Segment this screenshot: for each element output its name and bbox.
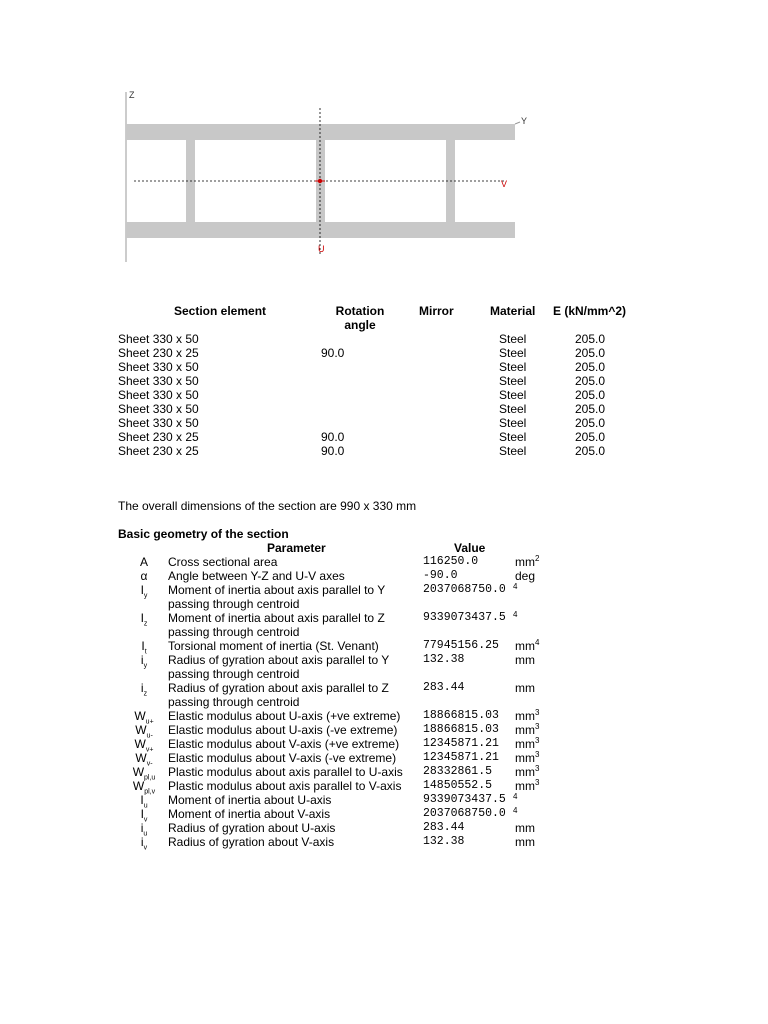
parameter-unit-exponent: 4 bbox=[513, 582, 518, 591]
geometry-row bbox=[0, 764, 768, 782]
element-material: Steel bbox=[499, 374, 527, 388]
parameter-unit-exponent: 4 bbox=[513, 610, 518, 619]
element-name: Sheet 230 x 25 bbox=[118, 346, 199, 360]
parameter-unit-exponent: 2 bbox=[535, 554, 540, 563]
parameter-unit-text: mm bbox=[515, 835, 535, 849]
geometry-row bbox=[0, 750, 768, 768]
z-axis-label: Z bbox=[129, 90, 135, 100]
geometry-row bbox=[0, 806, 768, 824]
parameter-unit bbox=[515, 779, 539, 793]
parameter-symbol bbox=[122, 583, 166, 599]
parameter-description: Torsional moment of inertia (St. Venant) bbox=[168, 639, 379, 653]
parameter-symbol-main: I bbox=[140, 793, 144, 807]
parameter-symbol-subscript: y bbox=[143, 662, 148, 670]
parameter-description: Moment of inertia about U-axis bbox=[168, 793, 332, 807]
parameter-symbol-subscript: u+ bbox=[145, 718, 154, 726]
parameter-symbol-subscript: pl,v bbox=[144, 788, 156, 796]
parameter-symbol-subscript: z bbox=[143, 620, 148, 628]
parameter-description: Radius of gyration about axis parallel to Z bbox=[168, 681, 389, 695]
element-e-value: 205.0 bbox=[575, 444, 606, 458]
element-material: Steel bbox=[499, 346, 527, 360]
parameter-unit bbox=[515, 765, 539, 779]
parameter-value: 28332861.5 bbox=[423, 765, 493, 778]
parameter-value: 9339073437.5 bbox=[423, 611, 506, 624]
parameter-symbol-main: I bbox=[140, 611, 144, 625]
geometry-row bbox=[0, 653, 768, 681]
element-e-value: 205.0 bbox=[575, 430, 606, 444]
parameter-unit-exponent: 3 bbox=[535, 708, 540, 717]
parameter-unit-text: mm bbox=[515, 723, 535, 737]
parameter-unit bbox=[513, 611, 517, 625]
parameter-symbol-main: W bbox=[132, 765, 145, 779]
parameter-symbol bbox=[122, 555, 166, 569]
parameter-symbol-main: α bbox=[140, 569, 148, 583]
element-material: Steel bbox=[499, 430, 527, 444]
parameter-value: 283.44 bbox=[423, 821, 465, 834]
parameter-unit bbox=[515, 821, 535, 835]
element-e-value: 205.0 bbox=[575, 388, 606, 402]
parameter-value: 18866815.03 bbox=[423, 723, 499, 736]
geometry-row bbox=[0, 736, 768, 754]
parameter-description-continued: passing through centroid bbox=[168, 597, 300, 611]
parameter-unit bbox=[515, 723, 539, 737]
element-rotation: 90.0 bbox=[321, 346, 345, 360]
parameter-value: 12345871.21 bbox=[423, 751, 499, 764]
parameter-symbol-subscript: u- bbox=[146, 732, 153, 740]
parameter-symbol bbox=[122, 681, 166, 697]
geometry-row bbox=[0, 708, 768, 726]
element-name: Sheet 330 x 50 bbox=[118, 388, 199, 402]
parameter-unit-text: mm bbox=[515, 639, 535, 653]
parameter-unit bbox=[513, 583, 517, 597]
parameter-unit bbox=[515, 555, 539, 569]
col-header-rotation-line1: Rotation bbox=[335, 304, 385, 318]
element-name: Sheet 330 x 50 bbox=[118, 332, 199, 346]
parameter-symbol-main: i bbox=[140, 821, 144, 835]
element-e-value: 205.0 bbox=[575, 416, 606, 430]
parameter-value: 116250.0 bbox=[423, 555, 479, 568]
parameter-unit-text: mm bbox=[515, 751, 535, 765]
parameter-value: 18866815.03 bbox=[423, 709, 499, 722]
table-row bbox=[0, 360, 768, 374]
table-row bbox=[0, 402, 768, 416]
parameter-description: Angle between Y-Z and U-V axes bbox=[168, 569, 345, 583]
parameter-symbol-subscript: pl,u bbox=[144, 774, 156, 782]
parameter-unit-text: mm bbox=[515, 765, 535, 779]
parameter-symbol bbox=[122, 835, 166, 851]
parameter-unit-exponent: 4 bbox=[535, 638, 540, 647]
parameter-description: Plastic modulus about axis parallel to U-axis bbox=[168, 765, 403, 779]
parameter-description: Elastic modulus about V-axis (-ve extreme) bbox=[168, 751, 397, 765]
parameter-description: Elastic modulus about U-axis (-ve extreme) bbox=[168, 723, 398, 737]
element-rotation: 90.0 bbox=[321, 444, 345, 458]
parameter-unit bbox=[513, 793, 517, 807]
geometry-header-value: Value bbox=[454, 541, 486, 555]
parameter-description-continued: passing through centroid bbox=[168, 695, 300, 709]
element-name: Sheet 330 x 50 bbox=[118, 402, 199, 416]
parameter-value: 12345871.21 bbox=[423, 737, 499, 750]
element-name: Sheet 230 x 25 bbox=[118, 430, 199, 444]
parameter-unit bbox=[515, 653, 535, 667]
geometry-row bbox=[0, 638, 768, 656]
element-name: Sheet 330 x 50 bbox=[118, 374, 199, 388]
parameter-symbol-main: I bbox=[140, 807, 144, 821]
parameter-description: Moment of inertia about axis parallel to Y bbox=[168, 583, 386, 597]
parameter-value: -90.0 bbox=[423, 569, 458, 582]
parameter-unit-text: mm bbox=[515, 709, 535, 723]
parameter-unit-text: mm bbox=[515, 821, 535, 835]
parameter-value: 283.44 bbox=[423, 681, 465, 694]
element-material: Steel bbox=[499, 416, 527, 430]
parameter-symbol-main: i bbox=[140, 835, 144, 849]
element-name: Sheet 330 x 50 bbox=[118, 360, 199, 374]
parameter-unit-text: mm bbox=[515, 555, 535, 569]
table-row bbox=[0, 416, 768, 430]
element-material: Steel bbox=[499, 444, 527, 458]
parameter-unit bbox=[515, 681, 535, 695]
parameter-symbol-subscript: u bbox=[143, 830, 148, 838]
parameter-symbol-subscript: v bbox=[143, 844, 148, 852]
parameter-symbol-subscript: u bbox=[143, 802, 148, 810]
parameter-symbol bbox=[122, 611, 166, 627]
parameter-symbol-subscript: v+ bbox=[145, 746, 154, 754]
element-material: Steel bbox=[499, 402, 527, 416]
parameter-unit bbox=[515, 737, 539, 751]
geometry-header-parameter: Parameter bbox=[267, 541, 326, 555]
parameter-unit bbox=[515, 709, 539, 723]
parameter-symbol-main: i bbox=[140, 653, 144, 667]
table-row bbox=[0, 346, 768, 360]
element-material: Steel bbox=[499, 332, 527, 346]
parameter-symbol-subscript: y bbox=[143, 592, 148, 600]
parameter-symbol-main: W bbox=[135, 751, 147, 765]
parameter-description: Elastic modulus about V-axis (+ve extreme) bbox=[168, 737, 400, 751]
parameter-description: Cross sectional area bbox=[168, 555, 278, 569]
parameter-description: Plastic modulus about axis parallel to V-axis bbox=[168, 779, 402, 793]
parameter-unit bbox=[515, 835, 535, 849]
parameter-unit bbox=[513, 807, 517, 821]
parameter-symbol bbox=[122, 569, 166, 583]
geometry-row bbox=[0, 681, 768, 709]
parameter-value: 77945156.25 bbox=[423, 639, 499, 652]
geometry-row bbox=[0, 821, 768, 838]
u-axis-label: U bbox=[318, 244, 325, 254]
col-header-material: Material bbox=[490, 304, 536, 318]
parameter-description: Radius of gyration about U-axis bbox=[168, 821, 336, 835]
parameter-unit bbox=[515, 639, 539, 653]
table-row bbox=[0, 374, 768, 388]
y-axis-label: Y bbox=[521, 116, 528, 126]
table-row bbox=[0, 430, 768, 444]
parameter-value: 132.38 bbox=[423, 835, 465, 848]
element-e-value: 205.0 bbox=[575, 332, 606, 346]
parameter-unit-exponent: 3 bbox=[535, 750, 540, 759]
element-e-value: 205.0 bbox=[575, 360, 606, 374]
parameter-description: Moment of inertia about V-axis bbox=[168, 807, 331, 821]
overall-dimensions: The overall dimensions of the section are 990 x 330 mm bbox=[118, 499, 417, 513]
parameter-symbol bbox=[122, 653, 166, 669]
parameter-symbol-subscript: v bbox=[143, 816, 148, 824]
parameter-unit-exponent: 3 bbox=[535, 764, 540, 773]
parameter-value: 2037068750.0 bbox=[423, 807, 506, 820]
geometry-row bbox=[0, 722, 768, 740]
parameter-description-continued: passing through centroid bbox=[168, 667, 300, 681]
parameter-unit-exponent: 4 bbox=[513, 792, 518, 801]
parameter-unit-text: mm bbox=[515, 653, 535, 667]
parameter-symbol-main: W bbox=[132, 779, 145, 793]
element-e-value: 205.0 bbox=[575, 346, 606, 360]
parameter-symbol-main: I bbox=[140, 583, 144, 597]
parameter-unit-exponent: 3 bbox=[535, 722, 540, 731]
v-axis-label: V bbox=[501, 179, 508, 189]
parameter-unit-text: mm bbox=[515, 779, 535, 793]
table-row bbox=[0, 332, 768, 346]
element-material: Steel bbox=[499, 388, 527, 402]
geometry-row bbox=[0, 569, 768, 583]
col-header-rotation-line2: angle bbox=[344, 318, 376, 332]
col-header-mirror: Mirror bbox=[419, 304, 454, 318]
parameter-value: 9339073437.5 bbox=[423, 793, 506, 806]
parameter-unit-exponent: 4 bbox=[513, 806, 518, 815]
parameter-symbol-main: W bbox=[135, 723, 147, 737]
table-row bbox=[0, 444, 768, 458]
col-header-rotation bbox=[335, 304, 385, 332]
col-header-element: Section element bbox=[174, 304, 267, 318]
elements-table bbox=[0, 0, 768, 470]
parameter-unit-text: mm bbox=[515, 737, 535, 751]
parameter-symbol-subscript: z bbox=[143, 690, 148, 698]
element-e-value: 205.0 bbox=[575, 374, 606, 388]
geometry-row bbox=[0, 835, 768, 852]
parameter-value: 14850552.5 bbox=[423, 779, 493, 792]
parameter-description: Moment of inertia about axis parallel to Z bbox=[168, 611, 385, 625]
parameter-symbol-main: W bbox=[134, 709, 146, 723]
element-rotation: 90.0 bbox=[321, 430, 345, 444]
element-e-value: 205.0 bbox=[575, 402, 606, 416]
col-header-e: E (kN/mm^2) bbox=[553, 304, 627, 318]
parameter-description-continued: passing through centroid bbox=[168, 625, 300, 639]
element-name: Sheet 330 x 50 bbox=[118, 416, 199, 430]
geometry-title: Basic geometry of the section bbox=[118, 527, 289, 541]
parameter-description: Radius of gyration about axis parallel to Y bbox=[168, 653, 390, 667]
parameter-description: Elastic modulus about U-axis (+ve extreme) bbox=[168, 709, 401, 723]
parameter-description: Radius of gyration about V-axis bbox=[168, 835, 335, 849]
geometry-row bbox=[0, 583, 768, 611]
element-name: Sheet 230 x 25 bbox=[118, 444, 199, 458]
parameter-symbol-subscript: t bbox=[144, 648, 147, 656]
parameter-symbol-subscript: v- bbox=[146, 760, 153, 768]
parameter-symbol-main: i bbox=[140, 681, 144, 695]
parameter-unit-text: deg bbox=[515, 569, 536, 583]
parameter-symbol-main: A bbox=[139, 555, 148, 569]
element-material: Steel bbox=[499, 360, 527, 374]
parameter-unit bbox=[515, 569, 535, 583]
parameter-unit-exponent: 3 bbox=[535, 736, 540, 745]
parameter-value: 2037068750.0 bbox=[423, 583, 506, 596]
geometry-row bbox=[0, 611, 768, 639]
parameter-unit-text: mm bbox=[515, 681, 535, 695]
table-row bbox=[0, 388, 768, 402]
parameter-symbol-main: I bbox=[141, 639, 145, 653]
parameter-unit-exponent: 3 bbox=[535, 778, 540, 787]
parameter-unit bbox=[515, 751, 539, 765]
parameter-symbol-main: W bbox=[134, 737, 146, 751]
geometry-row bbox=[0, 555, 768, 569]
parameter-value: 132.38 bbox=[423, 653, 465, 666]
